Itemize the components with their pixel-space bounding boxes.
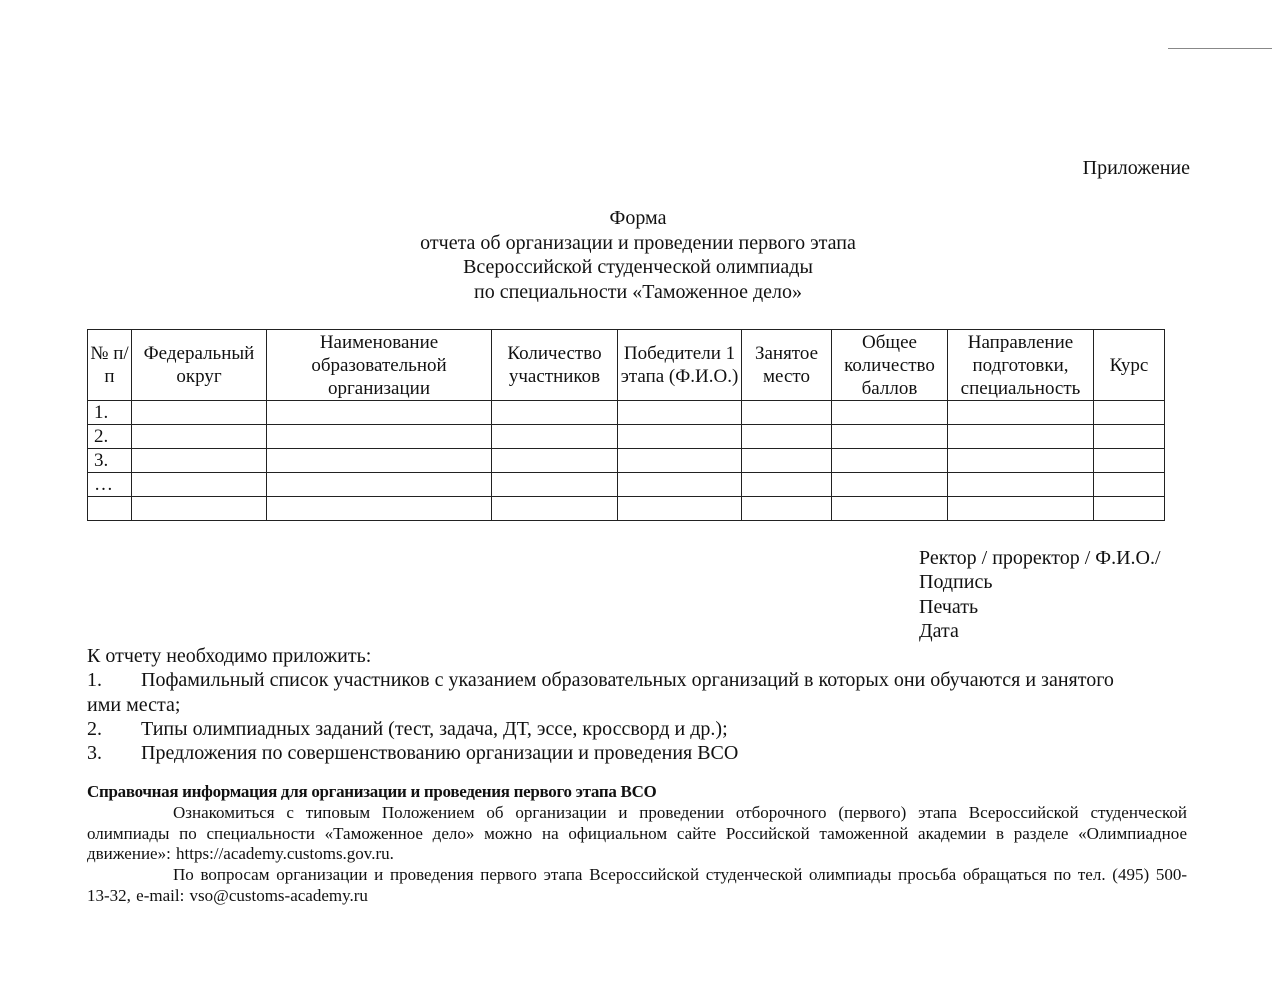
list-item-number: 1. bbox=[87, 669, 102, 692]
cell bbox=[132, 497, 267, 521]
title-line-3: Всероссийской студенческой олимпиады bbox=[463, 256, 813, 278]
list-item bbox=[87, 741, 1187, 765]
col-header-participants: Количество участников bbox=[492, 330, 618, 401]
reference-heading: Справочная информация для организации и проведения первого этапа ВСО bbox=[87, 782, 657, 801]
signature-sign: Подпись bbox=[919, 571, 993, 594]
signature-stamp: Печать bbox=[919, 595, 979, 618]
list-item-continuation: ими места; bbox=[87, 693, 181, 716]
cell bbox=[1094, 425, 1165, 449]
cell bbox=[1094, 401, 1165, 425]
cell bbox=[832, 425, 948, 449]
list-item-text: Пофамильный список участников с указанием образовательных организаций в которых они обучаются и занятого bbox=[141, 669, 1114, 692]
row-number bbox=[88, 497, 132, 521]
cell bbox=[492, 497, 618, 521]
cell bbox=[492, 425, 618, 449]
col-header-total-score: Общее количество баллов bbox=[832, 330, 948, 401]
reference-section bbox=[87, 782, 1187, 907]
cell bbox=[267, 449, 492, 473]
title-line-4: по специальности «Таможенное дело» bbox=[474, 280, 802, 303]
appendix-label: Приложение bbox=[1082, 157, 1190, 179]
table-row bbox=[88, 473, 1165, 497]
col-header-number: № п/п bbox=[88, 330, 132, 401]
list-item bbox=[87, 668, 1187, 692]
cell bbox=[267, 401, 492, 425]
cell bbox=[742, 425, 832, 449]
col-header-place: Занятое место bbox=[742, 330, 832, 401]
table-row bbox=[88, 497, 1165, 521]
table-header-row bbox=[88, 330, 1165, 401]
cell bbox=[132, 425, 267, 449]
cell bbox=[832, 473, 948, 497]
cell bbox=[618, 473, 742, 497]
cell bbox=[132, 449, 267, 473]
report-table bbox=[87, 329, 1165, 521]
cell bbox=[948, 425, 1094, 449]
cell bbox=[832, 497, 948, 521]
cell bbox=[832, 401, 948, 425]
attachments-section bbox=[87, 644, 1187, 765]
cell bbox=[132, 401, 267, 425]
cell bbox=[1094, 497, 1165, 521]
table-row bbox=[88, 401, 1165, 425]
list-item-number: 2. bbox=[87, 717, 102, 740]
cell bbox=[267, 473, 492, 497]
attachments-intro: К отчету необходимо приложить: bbox=[87, 645, 372, 667]
cell bbox=[267, 425, 492, 449]
col-header-course: Курс bbox=[1094, 330, 1165, 401]
cell bbox=[492, 449, 618, 473]
cell bbox=[742, 473, 832, 497]
row-number: 3. bbox=[88, 449, 132, 473]
cell bbox=[618, 401, 742, 425]
signature-date: Дата bbox=[919, 619, 959, 642]
cell bbox=[742, 449, 832, 473]
cell bbox=[948, 497, 1094, 521]
row-number: … bbox=[88, 473, 132, 497]
cell bbox=[948, 401, 1094, 425]
col-header-specialty: Направление подготовки, специальность bbox=[948, 330, 1094, 401]
cell bbox=[492, 473, 618, 497]
cell bbox=[742, 401, 832, 425]
cell bbox=[618, 425, 742, 449]
reference-paragraph-contacts: По вопросам организации и проведения первого этапа Всероссийской студенческой олимпиады просьба обращаться по тел. (495) 500-13-32, e-mail: vso@customs-academy.ru bbox=[87, 865, 1187, 905]
title-line-2: отчета об организации и проведении первого этапа bbox=[420, 231, 856, 254]
reference-paragraph-regulation: Ознакомиться с типовым Положением об организации и проведении отборочного (первого) этапа Всероссийской студенческой олимпиады по специальности «Таможенное дело» можно на официальном сайте Российской таможенной академии в разделе «Олимпиадное движение»: https://academy.customs.gov.ru. bbox=[87, 802, 1187, 864]
cell bbox=[132, 473, 267, 497]
cell bbox=[948, 473, 1094, 497]
row-number: 1. bbox=[88, 401, 132, 425]
cell bbox=[1094, 449, 1165, 473]
title-line-1: Форма bbox=[609, 207, 667, 229]
cell bbox=[948, 449, 1094, 473]
form-title bbox=[338, 206, 938, 304]
col-header-organization: Наименование образовательной организации bbox=[267, 330, 492, 401]
signature-rector: Ректор / проректор / Ф.И.О./ bbox=[919, 547, 1161, 569]
cell bbox=[832, 449, 948, 473]
cell bbox=[618, 497, 742, 521]
list-item-number: 3. bbox=[87, 742, 102, 765]
scan-top-line bbox=[1168, 48, 1272, 49]
list-item-text: Типы олимпиадных заданий (тест, задача, ДТ, эссе, кроссворд и др.); bbox=[141, 717, 728, 740]
col-header-winners: Победители 1 этапа (Ф.И.О.) bbox=[618, 330, 742, 401]
table-row bbox=[88, 425, 1165, 449]
cell bbox=[267, 497, 492, 521]
table-row bbox=[88, 449, 1165, 473]
cell bbox=[618, 449, 742, 473]
cell bbox=[742, 497, 832, 521]
list-item-text: Предложения по совершенствованию организации и проведения ВСО bbox=[141, 742, 739, 765]
signature-block bbox=[919, 546, 1161, 643]
col-header-federal-district: Федеральный округ bbox=[132, 330, 267, 401]
list-item bbox=[87, 717, 1187, 741]
row-number: 2. bbox=[88, 425, 132, 449]
cell bbox=[1094, 473, 1165, 497]
cell bbox=[492, 401, 618, 425]
